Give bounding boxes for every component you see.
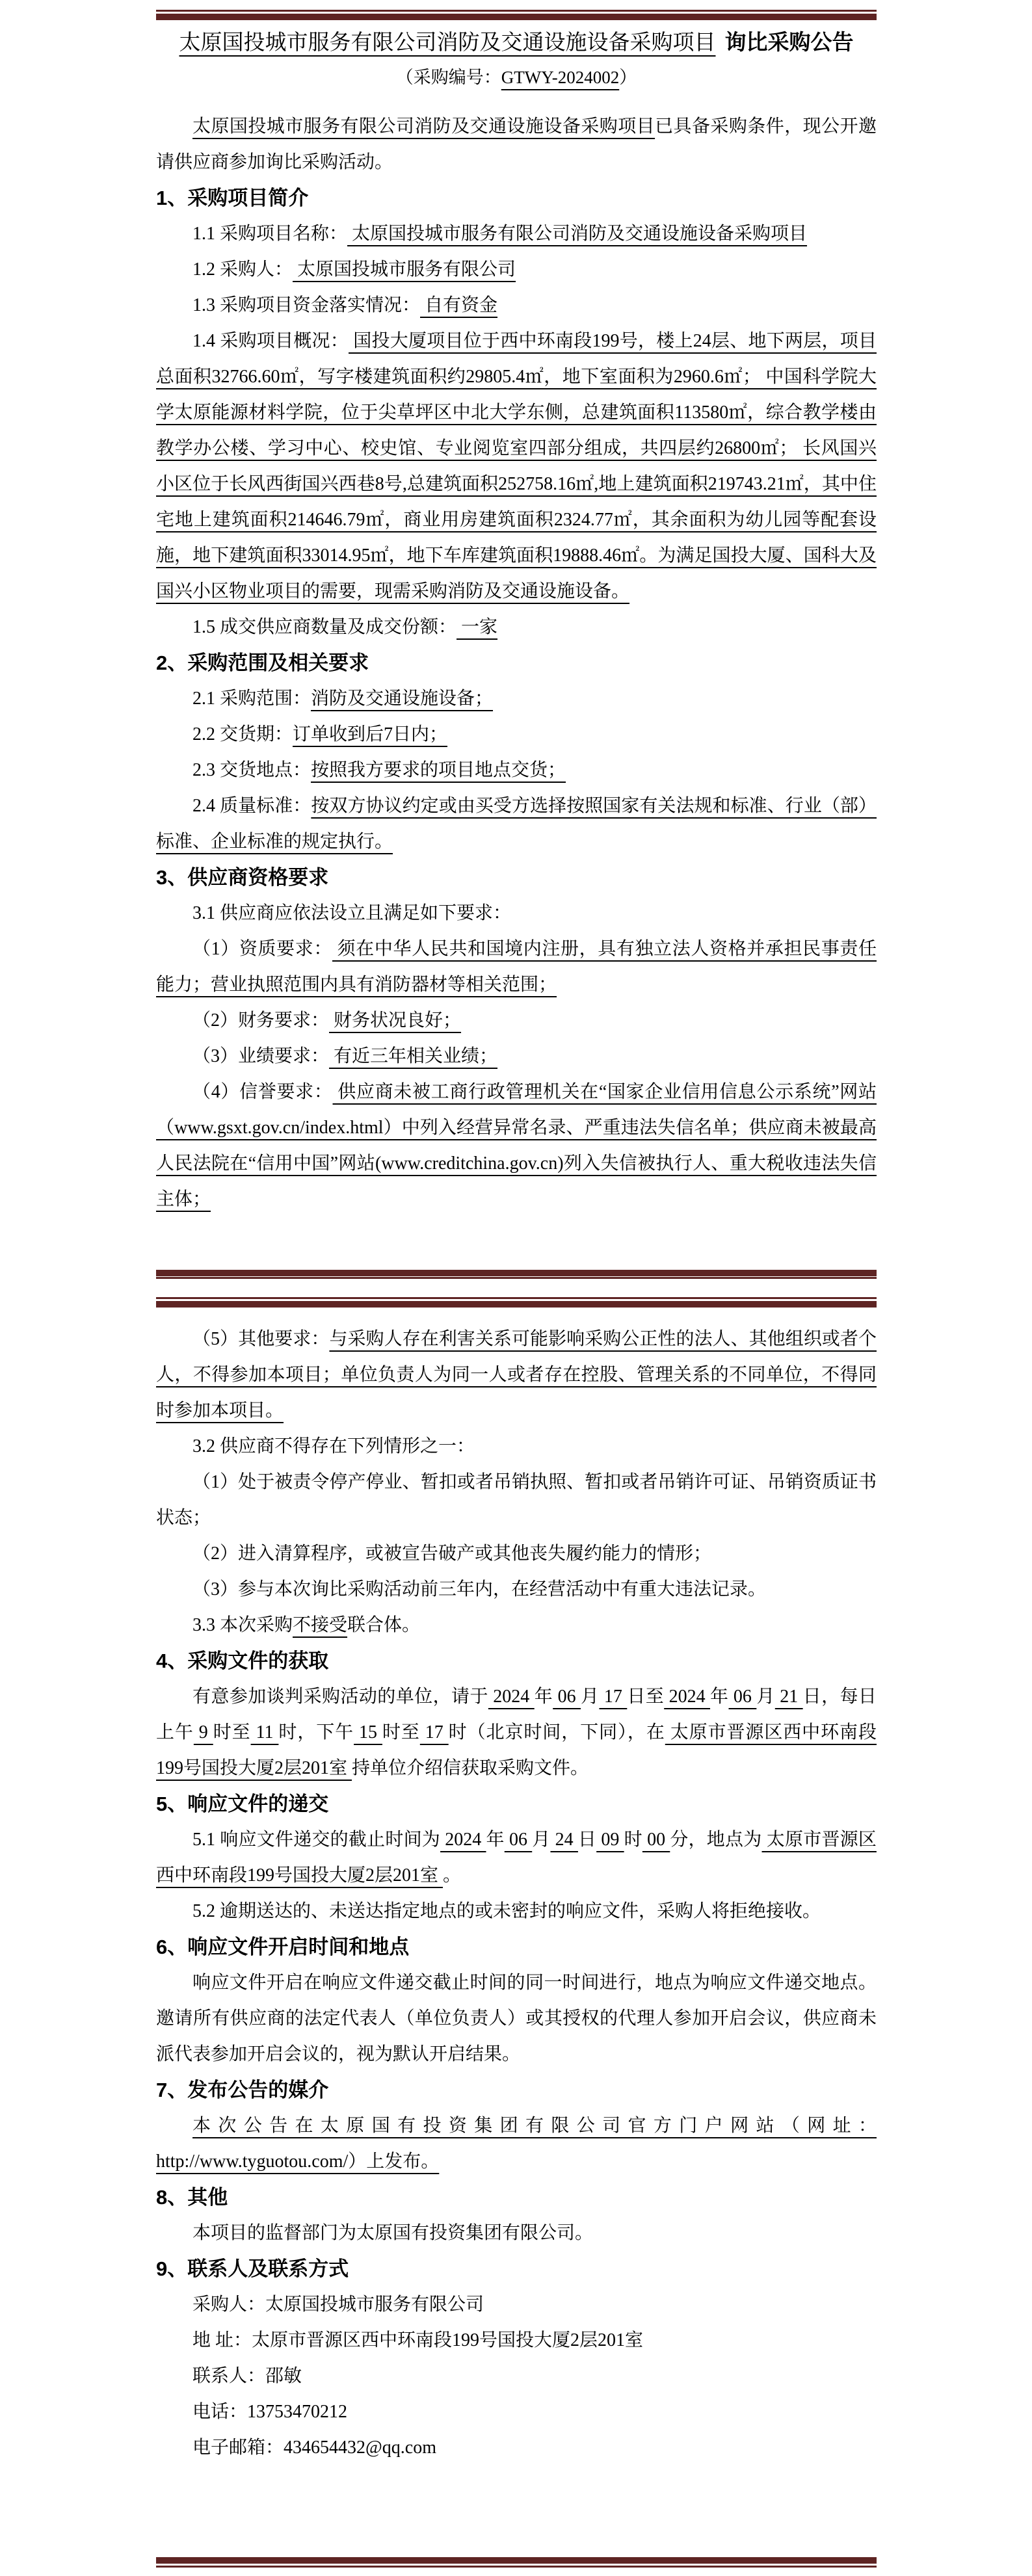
text-segment: 时，下午 <box>278 1722 354 1742</box>
contact-email-line <box>156 2430 877 2465</box>
text-segment: 订单收到后7日内； <box>293 724 448 744</box>
text-segment: 2024 <box>488 1687 535 1707</box>
text-segment: 须在中华人民共和国境内注册，具有独立法人资格并承担民事责任能力；营业执照范围内具有消防器材等相关范围； <box>156 939 877 995</box>
text-segment: 本项目的监督部门为太原国有投资集团有限公司。 <box>192 2223 594 2243</box>
text-segment: 17 <box>599 1687 628 1707</box>
item-5-1 <box>156 1822 877 1893</box>
page2-header-rule-thin <box>156 1297 877 1299</box>
section-7-heading: 7、发布公告的媒介 <box>156 2079 329 2101</box>
text-segment: 1.1 采购项目名称： <box>192 224 348 244</box>
text-segment: 有意参加谈判采购活动的单位，请于 <box>192 1687 488 1707</box>
text-segment: 3.3 本次采购 <box>192 1615 293 1635</box>
section-9-heading: 9、联系人及联系方式 <box>156 2257 349 2280</box>
item-2-3 <box>156 752 877 788</box>
text-segment: 已具备采购条件，现公开邀请供应商参加询比采购活动。 <box>156 116 877 172</box>
section-2-heading: 2、采购范围及相关要求 <box>156 651 369 674</box>
text-segment: （3）参与本次询比采购活动前三年内，在经营活动中有重大违法记录。 <box>192 1579 767 1599</box>
text-segment: 太原国投城市服务有限公司消防及交通设施设备采购项目 <box>192 116 655 137</box>
prohibited-case-3 <box>156 1571 877 1607</box>
text-segment: 时至 <box>213 1722 251 1742</box>
document-obtain-paragraph <box>156 1679 877 1786</box>
text-segment: 00 <box>642 1830 670 1850</box>
supervision-paragraph <box>156 2215 877 2251</box>
text-segment: 年 <box>710 1687 729 1707</box>
item-1-1 <box>156 216 877 252</box>
contact-phone-line <box>156 2394 877 2430</box>
section-1-heading: 1、采购项目简介 <box>156 187 309 209</box>
text-segment: 地 址：太原市晋源区西中环南段199号国投大厦2层201室 <box>192 2330 644 2350</box>
text-segment: 太原市晋源区西中环南段199号国投大厦2层201室 <box>156 1722 877 1778</box>
text-segment: 1.4 采购项目概况： <box>192 331 349 351</box>
item-1-5 <box>156 609 877 645</box>
page-title <box>156 26 877 59</box>
text-segment: 不接受 <box>293 1615 348 1635</box>
text-segment: （3）业绩要求： <box>192 1046 330 1066</box>
text-segment: 09 <box>596 1830 624 1850</box>
text-segment: 3.2 供应商不得存在下列情形之一： <box>192 1436 475 1456</box>
text-segment: （2）财务要求： <box>192 1010 330 1031</box>
text-segment: 3.1 供应商应依法设立且满足如下要求： <box>192 903 512 923</box>
contact-address-line <box>156 2322 877 2358</box>
text-segment: 太原国投城市服务有限公司 <box>293 259 516 280</box>
text-segment: 分，地点为 <box>670 1830 762 1850</box>
text-segment: 。 <box>443 1865 462 1886</box>
qualification-req-4 <box>156 1074 877 1217</box>
text-segment: （5）其他要求： <box>192 1329 330 1349</box>
text-segment: 联合体。 <box>347 1615 421 1635</box>
text-segment: 日至 <box>627 1687 665 1707</box>
item-1-4 <box>156 323 877 609</box>
page1-header-rule-thin <box>156 10 877 12</box>
text-segment: 11 <box>250 1722 279 1742</box>
item-1-3 <box>156 287 877 323</box>
text-segment: 采购人：太原国投城市服务有限公司 <box>192 2294 484 2315</box>
qualification-req-1 <box>156 931 877 1003</box>
text-segment: （4）信誉要求： <box>192 1082 333 1102</box>
item-2-2 <box>156 716 877 752</box>
text-segment: 一家 <box>456 617 498 637</box>
text-segment: 月 <box>756 1687 775 1707</box>
qualification-req-2 <box>156 1003 877 1038</box>
text-segment: 2.3 交货地点： <box>192 760 311 780</box>
opening-paragraph <box>156 1965 877 2072</box>
text-segment: 06 <box>728 1687 757 1707</box>
text-segment: 时至 <box>382 1722 420 1742</box>
page2-footer-rule-thick <box>156 2557 877 2564</box>
text-segment: 1.2 采购人： <box>192 259 293 280</box>
text-segment: 年 <box>534 1687 553 1707</box>
text-segment: 1.5 成交供应商数量及成交份额： <box>192 617 457 637</box>
text-segment: 有近三年相关业绩； <box>329 1046 498 1066</box>
contact-buyer-line <box>156 2287 877 2322</box>
text-segment: 联系人：邵敏 <box>192 2366 302 2386</box>
text-segment: 按双方协议约定或由买受方选择按照国家有关法规和标准、行业（部）标准、企业标准的规定执行。 <box>156 796 877 852</box>
text-segment: 时 <box>624 1830 642 1850</box>
text-segment: 2024 <box>664 1687 711 1707</box>
text-segment: 日，每日上午 <box>156 1687 877 1742</box>
procurement-code-suffix: ） <box>619 68 637 87</box>
text-segment: （1）处于被责令停产停业、暂扣或者吊销执照、暂扣或者吊销许可证、吊销资质证书状态； <box>156 1472 877 1528</box>
text-segment: 2.4 质量标准： <box>192 796 311 816</box>
page2-header-rule-thick <box>156 1301 877 1308</box>
text-segment: 太原国投城市服务有限公司消防及交通设施设备采购项目 <box>347 224 808 244</box>
text-segment: 06 <box>553 1687 581 1707</box>
text-segment: 与采购人存在利害关系可能影响采购公正性的法人、其他组织或者个人，不得参加本项目；单位负责人为同一人或者存在控股、管理关系的不同单位，不得同时参加本项目。 <box>156 1329 877 1421</box>
text-segment: 按照我方要求的项目地点交货； <box>311 760 566 780</box>
text-segment: 1.3 采购项目资金落实情况： <box>192 295 421 315</box>
text-segment: （1）资质要求： <box>192 939 332 959</box>
text-segment: 17 <box>419 1722 449 1742</box>
section-3-heading: 3、供应商资格要求 <box>156 866 329 889</box>
text-segment: 15 <box>354 1722 382 1742</box>
section-4-heading: 4、采购文件的获取 <box>156 1649 329 1672</box>
item-2-1 <box>156 681 877 716</box>
media-paragraph <box>156 2108 877 2179</box>
item-3-3 <box>156 1607 877 1643</box>
procurement-code-line <box>156 64 877 90</box>
text-segment: （2）进入清算程序，或被宣告破产或其他丧失履约能力的情形； <box>192 1544 712 1564</box>
text-segment: 5.1 响应文件递交的截止时间为 <box>192 1830 441 1850</box>
text-segment: 21 <box>774 1687 803 1707</box>
text-segment: 响应文件开启在响应文件递交截止时间的同一时间进行，地点为响应文件递交地点。邀请所有供应商的法定代表人（单位负责人）或其授权的代理人参加开启会议，供应商未派代表参加开启会议的，视为默认开启结果。 <box>156 1973 877 2064</box>
text-segment: 时（北京时间，下同），在 <box>448 1722 665 1742</box>
text-segment: 2.2 交货期： <box>192 724 293 744</box>
page1-footer-rule-thin <box>156 1277 877 1279</box>
title-notice-type: 询比采购公告 <box>724 30 854 54</box>
text-segment: 月 <box>532 1830 551 1850</box>
text-segment: 5.2 逾期送达的、未送达指定地点的或未密封的响应文件，采购人将拒绝接收。 <box>192 1901 821 1921</box>
text-segment: 太原市晋源区西中环南段199号国投大厦2层201室 <box>156 1830 877 1886</box>
prohibited-case-2 <box>156 1536 877 1571</box>
page1-footer-rule-thick <box>156 1270 877 1276</box>
text-segment: 2024 <box>440 1830 486 1850</box>
qualification-req-3 <box>156 1038 877 1074</box>
intro-paragraph <box>156 109 877 180</box>
qualification-req-5 <box>156 1321 877 1428</box>
text-segment: 自有资金 <box>420 295 498 315</box>
section-8-heading: 8、其他 <box>156 2186 228 2209</box>
procurement-code-prefix: （采购编号： <box>395 68 501 87</box>
text-segment: 月 <box>581 1687 600 1707</box>
text-segment: 9 <box>193 1722 213 1742</box>
item-3-1 <box>156 895 877 931</box>
page2-content <box>156 1321 877 2465</box>
text-segment: 财务状况良好； <box>329 1010 462 1031</box>
section-6-heading: 6、响应文件开启时间和地点 <box>156 1936 410 1958</box>
item-2-4 <box>156 788 877 860</box>
page2-footer-rule-thin <box>156 2566 877 2568</box>
text-segment: 2.1 采购范围： <box>192 689 311 709</box>
text-segment: 本次公告在太原国有投资集团有限公司官方门户网站（网址：http://www.tyguotou.com/）上发布。 <box>156 2116 877 2172</box>
item-5-2 <box>156 1893 877 1929</box>
text-segment: 供应商未被工商行政管理机关在“国家企业信用信息公示系统”网站（www.gsxt.gov.cn/index.html）中列入经营异常名录、严重违法失信名单；供应商未被最高人民法院在“信用中国”网站(www.creditchina.gov.cn)列入失信被执行人、重大税收违法失信主体； <box>156 1082 877 1209</box>
item-3-2 <box>156 1428 877 1464</box>
text-segment: 消防及交通设施设备； <box>311 689 494 709</box>
text-segment: 电话：13753470212 <box>192 2402 348 2422</box>
prohibited-case-1 <box>156 1464 877 1536</box>
text-segment: 24 <box>550 1830 578 1850</box>
page1-header-rule-thick <box>156 14 877 20</box>
page1-content <box>156 26 877 1217</box>
text-segment: 06 <box>504 1830 533 1850</box>
text-segment: 国投大厦项目位于西中环南段199号，楼上24层、地下两层，项目总面积32766.60㎡，写字楼建筑面积约29805.4㎡，地下室面积为2960.6㎡； 中国科学院大学太原能源材料学院，位于尖草坪区中北大学东侧，总建筑面积113580㎡，综合教学楼由教学办公楼、学习中心、校史馆、专业阅览室四部分组成，共四层约26800㎡； 长风国兴小区位于长风西街国兴西巷8号,总建筑面积252758.16㎡,地上建筑面积219743.21㎡，其中住宅地上建筑面积214646.79㎡，商业用房建筑面积2324.77㎡，其余面积为幼儿园等配套设施，地下建筑面积33014.95㎡，地下车库建筑面积19888.46㎡。为满足国投大厦、国科大及国兴小区物业项目的需要，现需采购消防及交通设施设备。 <box>156 331 877 601</box>
text-segment: 电子邮箱：434654432@qq.com <box>192 2438 436 2458</box>
item-1-2 <box>156 252 877 287</box>
section-5-heading: 5、响应文件的递交 <box>156 1793 329 1815</box>
text-segment: 年 <box>486 1830 505 1850</box>
procurement-code: GTWY-2024002 <box>501 68 620 87</box>
text-segment: 日 <box>577 1830 597 1850</box>
contact-person-line <box>156 2358 877 2394</box>
title-project-name: 太原国投城市服务有限公司消防及交通设施设备采购项目 <box>179 31 716 55</box>
text-segment: 持单位介绍信获取采购文件。 <box>352 1758 589 1778</box>
